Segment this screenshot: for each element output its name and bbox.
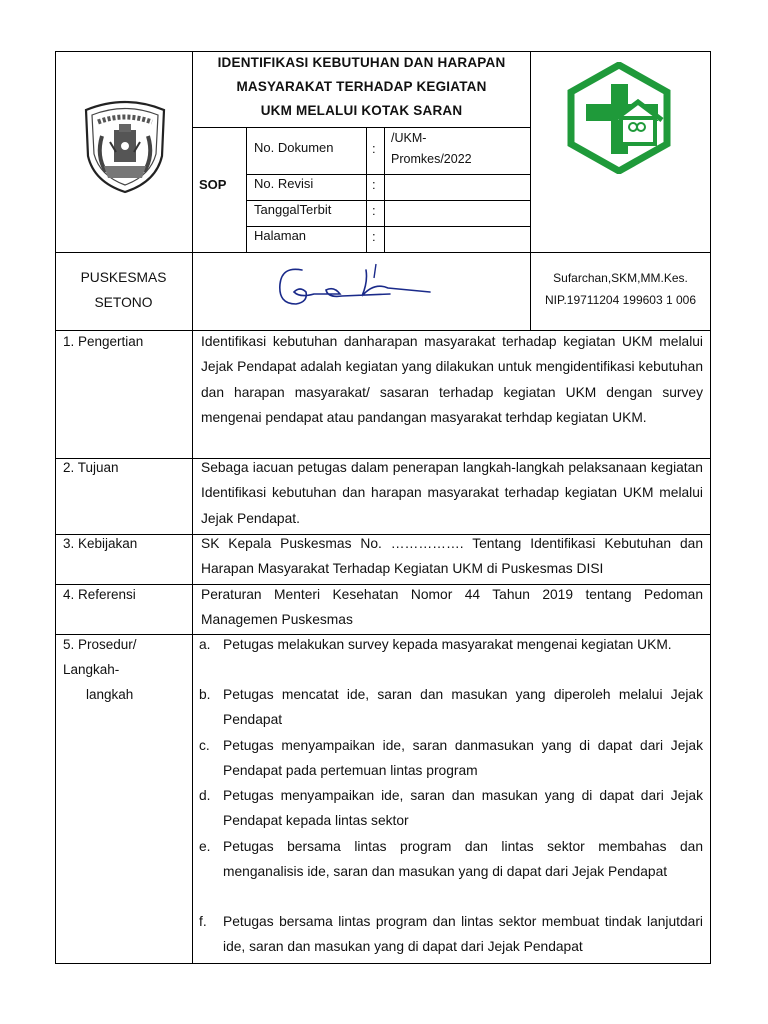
meta-colon-page: :	[372, 229, 376, 244]
section-label-prosedur-3: langkah	[86, 687, 134, 702]
divider-title-bottom	[192, 127, 530, 128]
section-text-pengertian: Identifikasi kebutuhan danharapan masyarakat terhadap kegiatan UKM melalui Jejak Pendapat adalah kegiatan yang dilakukan untuk mengidentifikasi kebutuhan dan harapan masyarakat/ sasaran terhadap kegiatan UKM dengan survey mengenai pendapat atau pandangan masyarakat terhdap kegiatan UKM.	[201, 334, 703, 425]
procedure-item-mark: d.	[199, 788, 211, 803]
puskesmas-line-1: PUSKESMAS	[80, 270, 167, 285]
title-line-2: MASYARAKAT TERHADAP KEGIATAN	[236, 79, 487, 94]
procedure-item	[199, 783, 703, 834]
divider-right-col	[530, 51, 531, 252]
procedure-item-text: Petugas menyampaikan ide, saran dan masukan yang di dapat dari Jejak Pendapat kepada lintas sektor	[223, 788, 703, 829]
regency-emblem-icon	[76, 96, 174, 194]
signatory-nip: NIP.19711204 199603 1 006	[544, 293, 697, 307]
divider-meta-row1	[246, 174, 530, 175]
procedure-item-text: Petugas bersama lintas program dan lintas sektor membuat tindak lanjutdari ide, saran dan masukan yang di dapat dari Jejak Pendapat	[223, 914, 703, 955]
signature-graphic	[270, 258, 450, 318]
sop-label: SOP	[199, 177, 227, 192]
section-label-prosedur-2: Langkah-	[63, 662, 120, 677]
section-text-referensi: Peraturan Menteri Kesehatan Nomor 44 Tahun 2019 tentang Pedoman Managemen Puskesmas	[201, 587, 703, 628]
section-label-pengertian: 1. Pengertian	[63, 334, 144, 349]
procedure-item-mark: e.	[199, 839, 211, 854]
signatory-info	[530, 267, 711, 311]
divider-meta-value	[384, 127, 385, 252]
meta-label-page: Halaman	[254, 228, 307, 243]
divider-header-bottom	[55, 252, 711, 253]
procedure-item-mark: a.	[199, 637, 211, 652]
section-label-kebijakan: 3. Kebijakan	[63, 536, 138, 551]
title-line-3: UKM MELALUI KOTAK SARAN	[260, 103, 463, 118]
procedure-item-mark: b.	[199, 687, 211, 702]
section-text-kebijakan: SK Kepala Puskesmas No. ……………. Tentang Identifikasi Kebutuhan dan Harapan Masyarakat Terhadap Kegiatan UKM di Puskesmas DISI	[201, 536, 703, 577]
meta-label-document: No. Dokumen	[254, 140, 334, 155]
divider-meta-row3	[246, 226, 530, 227]
puskesmas-logo-icon	[566, 62, 672, 174]
divider-meta-label	[246, 127, 247, 252]
meta-colon-issue-date: :	[372, 203, 376, 218]
divider-meta-colon	[366, 127, 367, 252]
procedure-item-mark: f.	[199, 914, 207, 929]
procedure-item	[199, 834, 703, 885]
section-label-tujuan: 2. Tujuan	[63, 460, 119, 475]
procedure-item-text: Petugas mencatat ide, saran dan masukan yang diperoleh melalui Jejak Pendapat	[223, 687, 703, 728]
divider-left-col	[192, 51, 193, 964]
puskesmas-name	[55, 265, 192, 315]
divider-meta-row2	[246, 200, 530, 201]
procedure-item	[199, 632, 703, 657]
procedure-item	[199, 682, 703, 733]
meta-label-revision: No. Revisi	[254, 176, 314, 191]
signatory-name: Sufarchan,SKM,MM.Kes.	[553, 271, 688, 285]
procedure-item-text: Petugas bersama lintas program dan lintas sektor membahas dan menganalisis ide, saran dan masukan yang di dapat dari Jejak Pendapat	[223, 839, 703, 880]
section-label-prosedur-1: 5. Prosedur/	[63, 637, 137, 652]
procedure-item-mark: c.	[199, 738, 210, 753]
procedure-item-text: Petugas melakukan survey kepada masyarakat mengenai kegiatan UKM.	[223, 637, 672, 652]
section-text-tujuan: Sebaga iacuan petugas dalam penerapan langkah-langkah pelaksanaan kegiatan Identifikasi kebutuhan dan harapan masyarakat terhadap kegiatan UKM melalui Jejak Pendapat.	[201, 460, 703, 526]
meta-value-document: /UKM-Promkes/2022	[391, 131, 472, 166]
meta-label-issue-date: TanggalTerbit	[254, 202, 332, 217]
document-title	[193, 51, 530, 123]
meta-colon-document: :	[372, 141, 376, 156]
puskesmas-line-2: SETONO	[94, 295, 153, 310]
meta-colon-revision: :	[372, 177, 376, 192]
procedure-item	[199, 909, 703, 960]
procedure-item	[199, 733, 703, 784]
section-label-referensi: 4. Referensi	[63, 587, 136, 602]
title-line-1: IDENTIFIKASI KEBUTUHAN DAN HARAPAN	[217, 55, 506, 70]
procedure-item-text: Petugas menyampaikan ide, saran danmasukan yang di dapat dari Jejak Pendapat pada pertemuan lintas program	[223, 738, 703, 779]
